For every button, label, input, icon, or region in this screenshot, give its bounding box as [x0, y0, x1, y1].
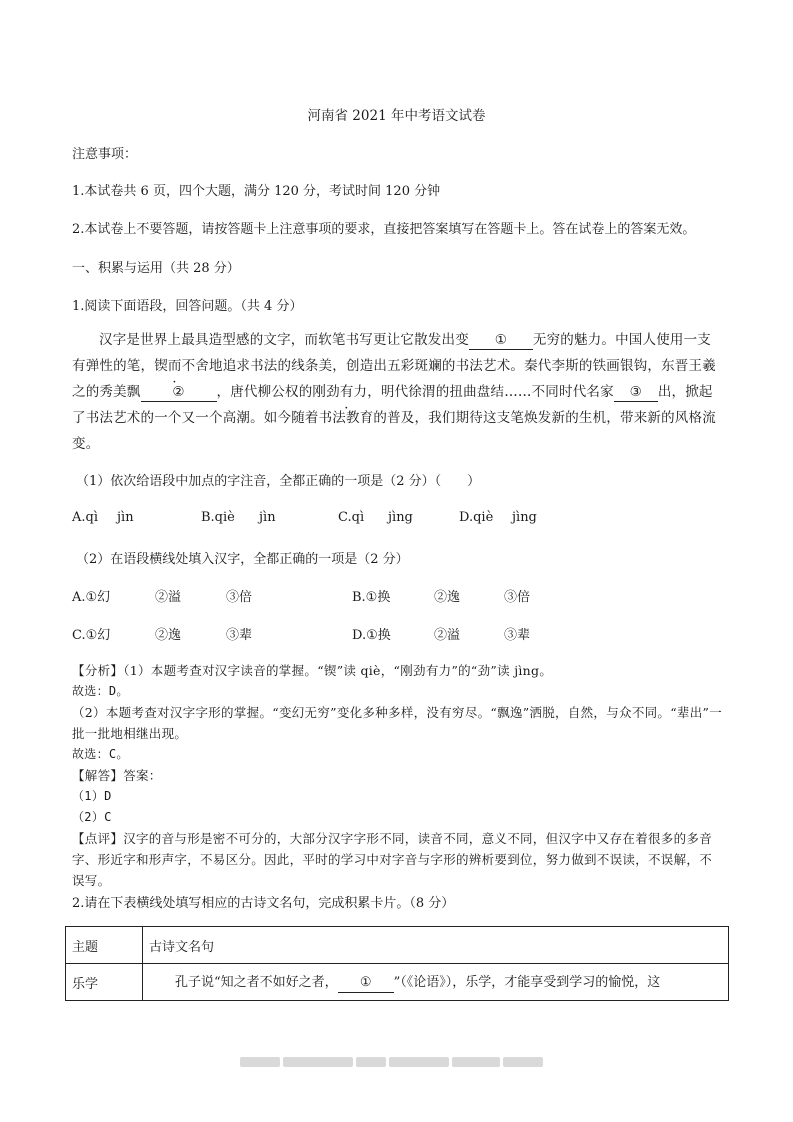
option2-b-1: B.①换 [352, 590, 391, 605]
option2-a-1: A.①幻 [72, 590, 111, 605]
section-heading: 一、积累与运用（共 28 分） [72, 261, 240, 276]
comment-text: 【点评】汉字的音与形是密不可分的，大部分汉字字形不同，读音不同，意义不同，但汉字中又存在着很多的多音字、形近字和形声字，不易区分。因此，平时的学习中对字音与字形的辨析要到位，努力做到不误读，不误解，不误写。 [72, 831, 713, 888]
option2-b-2: ②逸 [434, 590, 461, 605]
option-c-pinyin: jìng [388, 510, 413, 525]
notice-heading: 注意事项： [72, 147, 138, 162]
option2-c-3: ③辈 [226, 628, 253, 643]
option2-d-1: D.①换 [352, 628, 391, 643]
option-b-letter: B.qiè [201, 510, 235, 525]
notice-item-2: 2.本试卷上不要答题，请按答题卡上注意事项的要求，直接把答案填写在答题卡上。答在试卷上的答案无效。 [72, 222, 696, 237]
answer-line-1: （1）D [72, 789, 112, 803]
analysis-block [72, 660, 724, 891]
table-row [66, 927, 729, 964]
answer-line-2: （2）C [72, 810, 112, 824]
question-1-prompt: 1.阅读下面语段，回答问题。（共 4 分） [72, 299, 303, 314]
option2-d-2: ②溢 [434, 628, 461, 643]
analysis-line-3: （2）本题考查对汉字字形的掌握。“变幻无穷”变化多种多样，没有穷尽。“飘逸”洒脱，自然，与众不同。“辈出”一批一批地相继出现。 [72, 705, 722, 741]
option2-d-3: ③辈 [504, 628, 531, 643]
option2-c-2: ②逸 [155, 628, 182, 643]
dotted-char-2: 劲 [326, 384, 340, 400]
blank-2: ② [141, 383, 217, 402]
table-cell-quote: 孔子说“知之者不如好之者， ① ”（《论语》），乐学，才能享受到学习的愉悦，这 [143, 964, 729, 1001]
option2-c-1: C.①幻 [72, 628, 111, 643]
option2-b-3: ③倍 [504, 590, 531, 605]
option2-a-3: ③倍 [226, 590, 253, 605]
option-d-pinyin: jìng [512, 510, 537, 525]
table-cell-theme: 乐学 [66, 964, 143, 1001]
notice-item-1: 1.本试卷共 6 页，四个大题，满分 120 分，考试时间 120 分钟 [72, 184, 441, 199]
sub-question-1: （1）依次给语段中加点的字注音，全都正确的一项是（2 分）（ ） [76, 474, 481, 489]
blurred-footer [240, 1056, 556, 1072]
table-header-theme: 主题 [66, 927, 143, 964]
sub-question-2: （2）在语段横线处填入汉字，全都正确的一项是（2 分） [76, 552, 409, 567]
analysis-line-4: 故选：C。 [72, 747, 129, 761]
option2-a-2: ②溢 [155, 590, 182, 605]
analysis-line-2: 故选：D。 [72, 684, 129, 698]
analysis-line-1: 【分析】（1）本题考查对汉字读音的掌握。“锲”读 qiè，“刚劲有力”的“劲”读 jìng。 [72, 663, 553, 678]
option-a-pinyin: jìn [117, 510, 134, 525]
reading-passage: 汉字是世界上最具造型感的文字，而软笔书写更让它散发出变 ① 无穷的魅力。中国人使用一支有弹性的笔，锲而不舍地追求书法的线条美，创造出五彩斑斓的书法艺术。秦代李斯的铁画银钩，东晋王羲之的秀美飘 ② ，唐代柳公权的刚劲有力，明代徐渭的扭曲盘结……不同时代名家 ③ 出，掀起了书法艺术的一个又一个高潮。如今随着书法教育的普及，我们期待这支笔焕发新的生机，带来新的风格流变。 [72, 332, 716, 452]
dotted-char-1: 锲 [154, 358, 168, 374]
blank-3: ③ [614, 383, 658, 402]
option-d-letter: D.qiè [459, 510, 494, 525]
page-title: 河南省 2021 年中考语文试卷 [307, 108, 486, 124]
question-2-prompt: 2.请在下表横线处填写相应的古诗文名句，完成积累卡片。（8 分） [72, 896, 455, 911]
option-a-letter: A.qì [72, 510, 98, 525]
answer-heading: 【解答】答案： [72, 768, 162, 783]
table-row [66, 964, 729, 1001]
option-b-pinyin: jìn [259, 510, 276, 525]
accumulation-card-table [65, 926, 729, 1001]
option-c-letter: C.qì [338, 510, 365, 525]
table-blank-1: ① [338, 974, 394, 993]
table-header-quote: 古诗文名句 [143, 927, 729, 964]
blank-1: ① [469, 331, 533, 350]
